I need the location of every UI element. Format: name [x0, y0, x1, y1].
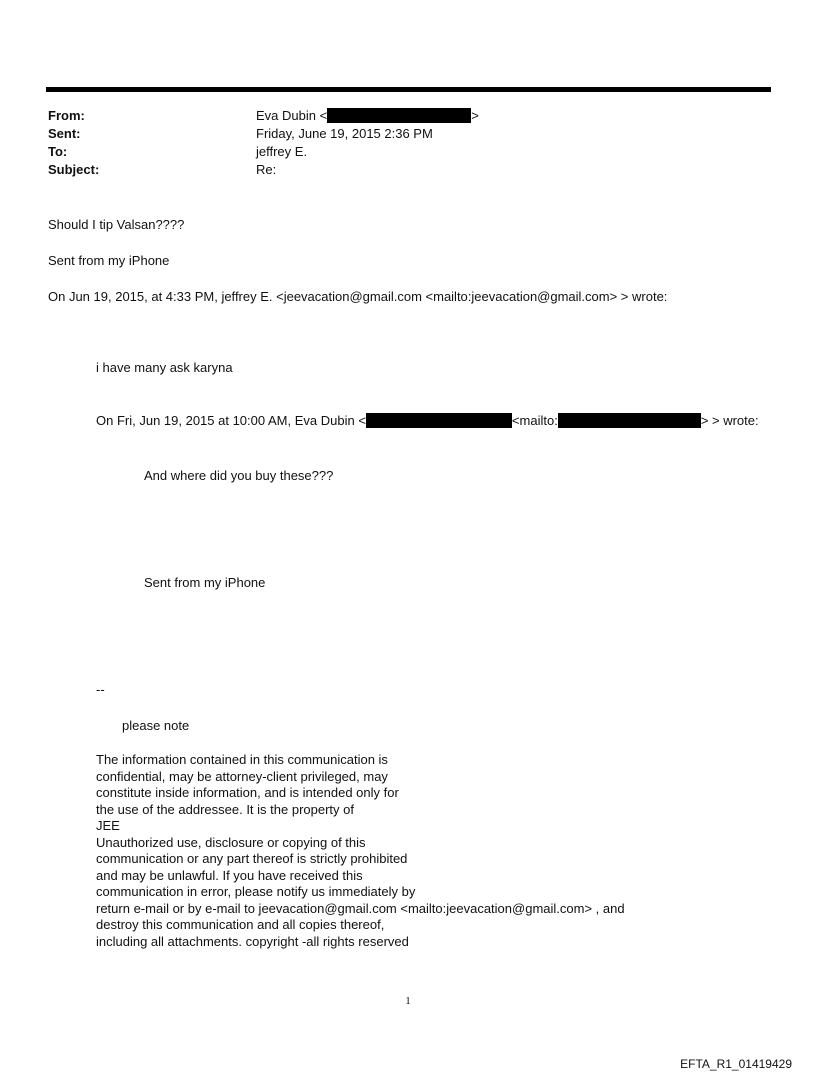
from-row	[48, 107, 479, 125]
sent-value: Friday, June 19, 2015 2:36 PM	[256, 126, 433, 141]
from-label: From:	[48, 108, 85, 123]
to-row	[48, 143, 307, 161]
subject-row	[48, 161, 276, 179]
quote-intro	[96, 412, 759, 430]
quote-intro-part-c: > > wrote:	[700, 413, 759, 428]
redaction-block	[327, 108, 471, 123]
from-value	[256, 107, 479, 125]
subject-value: Re:	[256, 162, 277, 177]
to-value: jeffrey E.	[256, 144, 308, 159]
quote-intro-part-a: On Fri, Jun 19, 2015 at 10:00 AM, Eva Dubin <	[96, 413, 366, 428]
header-rule	[46, 87, 771, 92]
disclaimer-line: confidential, may be attorney-client privileged, may	[96, 768, 388, 784]
from-close: >	[471, 108, 479, 123]
please-note: please note	[122, 718, 190, 733]
disclaimer-line: Unauthorized use, disclosure or copying of this	[96, 834, 366, 850]
sent-row	[48, 125, 433, 143]
disclaimer-line: communication in error, please notify us immediately by	[96, 884, 416, 899]
quote-intro-part-b: <mailto:	[511, 413, 558, 428]
signature-dash: --	[96, 682, 105, 697]
disclaimer-line: communication or any part thereof is strictly prohibited	[96, 851, 408, 866]
quote-sent-from: Sent from my iPhone	[144, 575, 266, 590]
from-name: Eva Dubin <	[256, 108, 328, 123]
quote-question: And where did you buy these???	[144, 468, 334, 483]
reply-text: i have many ask karyna	[96, 360, 233, 375]
disclaimer-line: The information contained in this communication is	[96, 752, 388, 767]
sent-label: Sent:	[48, 126, 81, 141]
disclaimer-line: JEE	[96, 818, 120, 833]
body-line-sent-from: Sent from my iPhone	[48, 253, 170, 268]
disclaimer-line: constitute inside information, and is intended only for	[96, 785, 399, 800]
disclaimer-block	[96, 752, 625, 950]
page-number: 1	[405, 995, 411, 1007]
bates-number: EFTA_R1_01419429	[680, 1057, 792, 1071]
disclaimer-line: and may be unlawful. If you have received this	[96, 867, 363, 883]
disclaimer-line: the use of the addressee. It is the property of	[96, 801, 354, 817]
redaction-block	[558, 413, 701, 428]
body-line-question: Should I tip Valsan????	[48, 217, 185, 232]
subject-label: Subject:	[48, 162, 100, 177]
to-label: To:	[48, 144, 68, 159]
quoted-header: On Jun 19, 2015, at 4:33 PM, jeffrey E. <jeevacation@gmail.com <mailto:jeevacation@gmail.com> > wrote:	[48, 289, 668, 304]
redaction-block	[366, 413, 512, 428]
disclaimer-line: destroy this communication and all copies thereof,	[96, 917, 385, 932]
disclaimer-line: including all attachments. copyright -all rights reserved	[96, 933, 409, 949]
disclaimer-line: return e-mail or by e-mail to jeevacation@gmail.com <mailto:jeevacation@gmail.com> , and	[96, 900, 625, 916]
